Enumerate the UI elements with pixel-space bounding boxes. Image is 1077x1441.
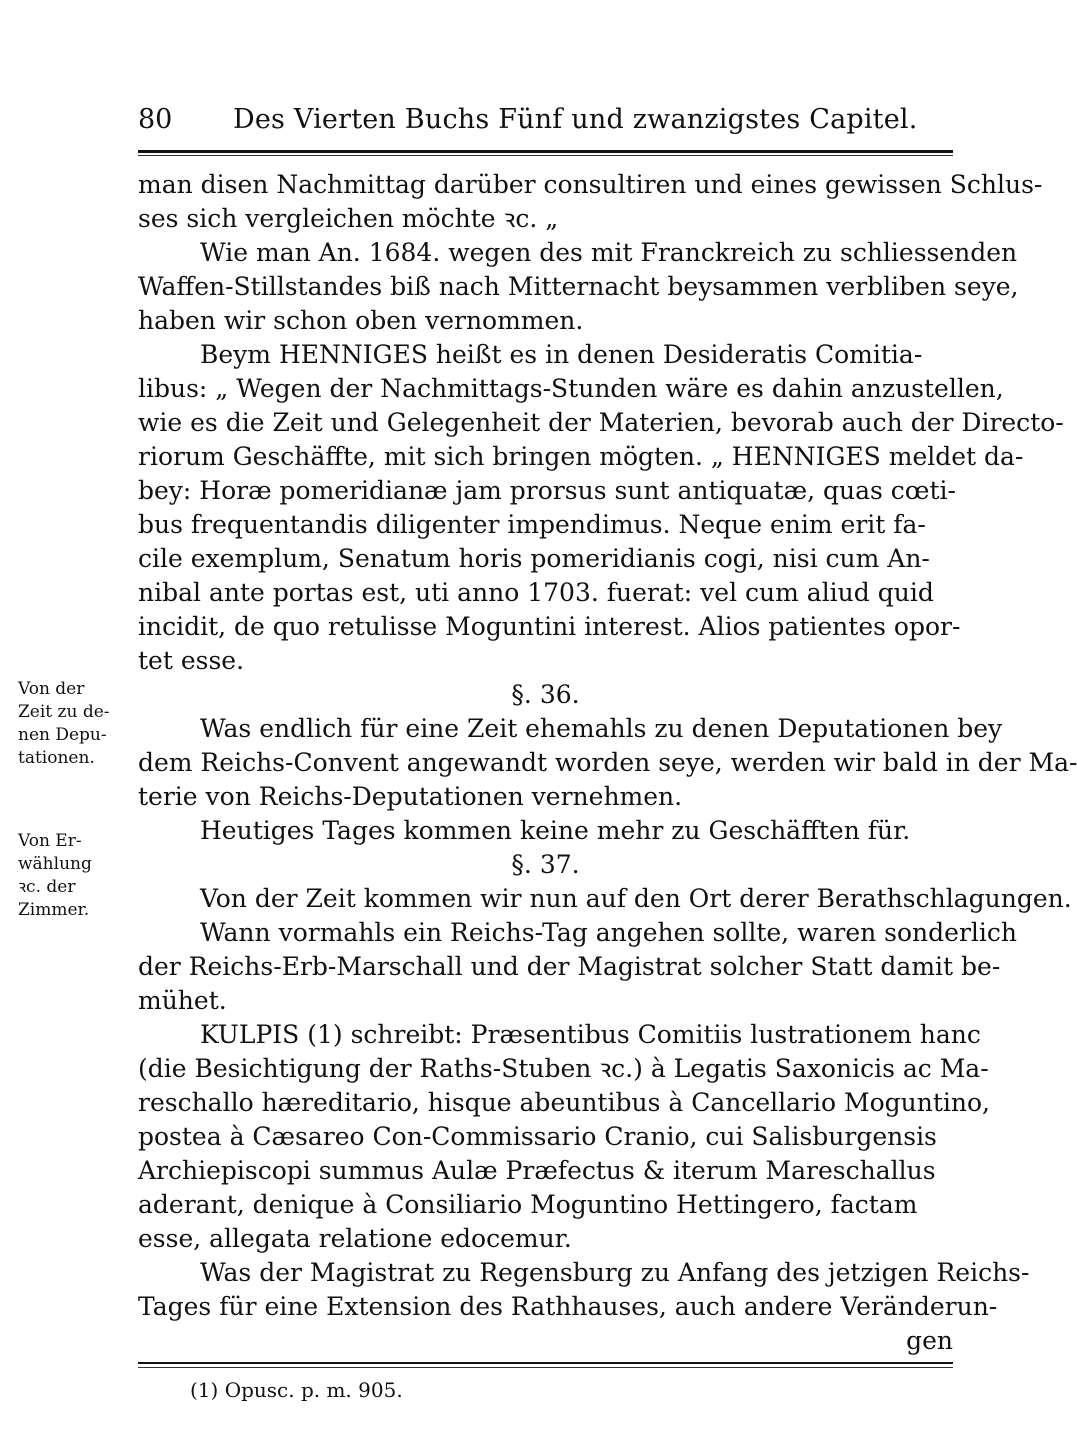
body-line: Von der Zeit kommen wir nun auf den Ort derer Berathschlagungen. [200, 884, 1072, 913]
body-line: KULPIS (1) schreibt: Præsentibus Comitiis lustrationem hanc [200, 1020, 981, 1049]
body-line: der Reichs-Erb-Marschall und der Magistrat solcher Statt damit be- [138, 952, 1001, 981]
margin-note: Von Er- wählung ꝛc. der Zimmer. [18, 831, 92, 920]
footnote-rule [138, 1362, 953, 1364]
body-line: man disen Nachmittag darüber consultiren und eines gewissen Schlus- [138, 170, 1043, 199]
body-line: riorum Geschäffte, mit sich bringen mögten. „ HENNIGES meldet da- [138, 442, 1024, 471]
body-line: tet esse. [138, 646, 245, 675]
body-line: (die Besichtigung der Raths-Stuben ꝛc.) à Legatis Saxonicis ac Ma- [138, 1054, 989, 1083]
section-heading: §. 36. [511, 680, 580, 709]
body-line: bus frequentandis diligenter impendimus. Neque enim erit fa- [138, 510, 926, 539]
running-title: Des Vierten Buchs Fünf und zwanzigstes Capitel. [233, 104, 918, 135]
body-line: reschallo hæreditario, hisque abeuntibus à Cancellario Moguntino, [138, 1088, 990, 1117]
header-rule-thin [138, 155, 953, 156]
body-line: Wann vormahls ein Reichs-Tag angehen sollte, waren sonderlich [200, 918, 1017, 947]
body-line: libus: „ Wegen der Nachmittags-Stunden wäre es dahin anzustellen, [138, 374, 1004, 403]
body-line: cile exemplum, Senatum horis pomeridianis cogi, nisi cum An- [138, 544, 930, 573]
page-header [138, 104, 953, 144]
page-number: 80 [138, 104, 173, 135]
body-line: Beym HENNIGES heißt es in denen Desideratis Comitia- [200, 340, 923, 369]
body-line: esse, allegata relatione edocemur. [138, 1224, 572, 1253]
body-line: haben wir schon oben vernommen. [138, 306, 584, 335]
body-line: Tages für eine Extension des Rathhauses, auch andere Veränderun- [138, 1292, 998, 1321]
body-line: aderant, denique à Consiliario Moguntino Hettingero, factam [138, 1190, 918, 1219]
body-line: mühet. [138, 986, 227, 1015]
body-line: bey: Horæ pomeridianæ jam prorsus sunt antiquatæ, quas cœti- [138, 476, 956, 505]
body-line: wie es die Zeit und Gelegenheit der Materien, bevorab auch der Directo- [138, 408, 1064, 437]
body-line: nibal ante portas est, uti anno 1703. fuerat: vel cum aliud quid [138, 578, 934, 607]
body-line: Was der Magistrat zu Regensburg zu Anfang des jetzigen Reichs- [200, 1258, 1030, 1287]
body-line: Wie man An. 1684. wegen des mit Franckreich zu schliessenden [200, 238, 1018, 267]
body-line: terie von Reichs-Deputationen vernehmen. [138, 782, 683, 811]
section-heading: §. 37. [511, 850, 580, 879]
margin-note: Von der Zeit zu de- nen Depu- tationen. [18, 679, 110, 768]
catchword: gen [906, 1326, 953, 1355]
body-line: postea à Cæsareo Con-Commissario Cranio, cui Salisburgensis [138, 1122, 937, 1151]
footnote-rule-thin [138, 1367, 953, 1368]
body-line: incidit, de quo retulisse Moguntini interest. Alios patientes opor- [138, 612, 961, 641]
body-line: Waffen-Stillstandes biß nach Mitternacht beysammen verbliben seye, [138, 272, 1019, 301]
body-line: Heutiges Tages kommen keine mehr zu Geschäfften für. [200, 816, 911, 845]
footnote: (1) Opusc. p. m. 905. [190, 1378, 403, 1402]
body-line: dem Reichs-Convent angewandt worden seye, werden wir bald in der Ma- [138, 748, 1077, 777]
body-line: ses sich vergleichen möchte ꝛc. „ [138, 204, 559, 233]
body-line: Was endlich für eine Zeit ehemahls zu denen Deputationen bey [200, 714, 1003, 743]
header-rule [138, 150, 953, 153]
body-line: Archiepiscopi summus Aulæ Præfectus & iterum Mareschallus [138, 1156, 936, 1185]
